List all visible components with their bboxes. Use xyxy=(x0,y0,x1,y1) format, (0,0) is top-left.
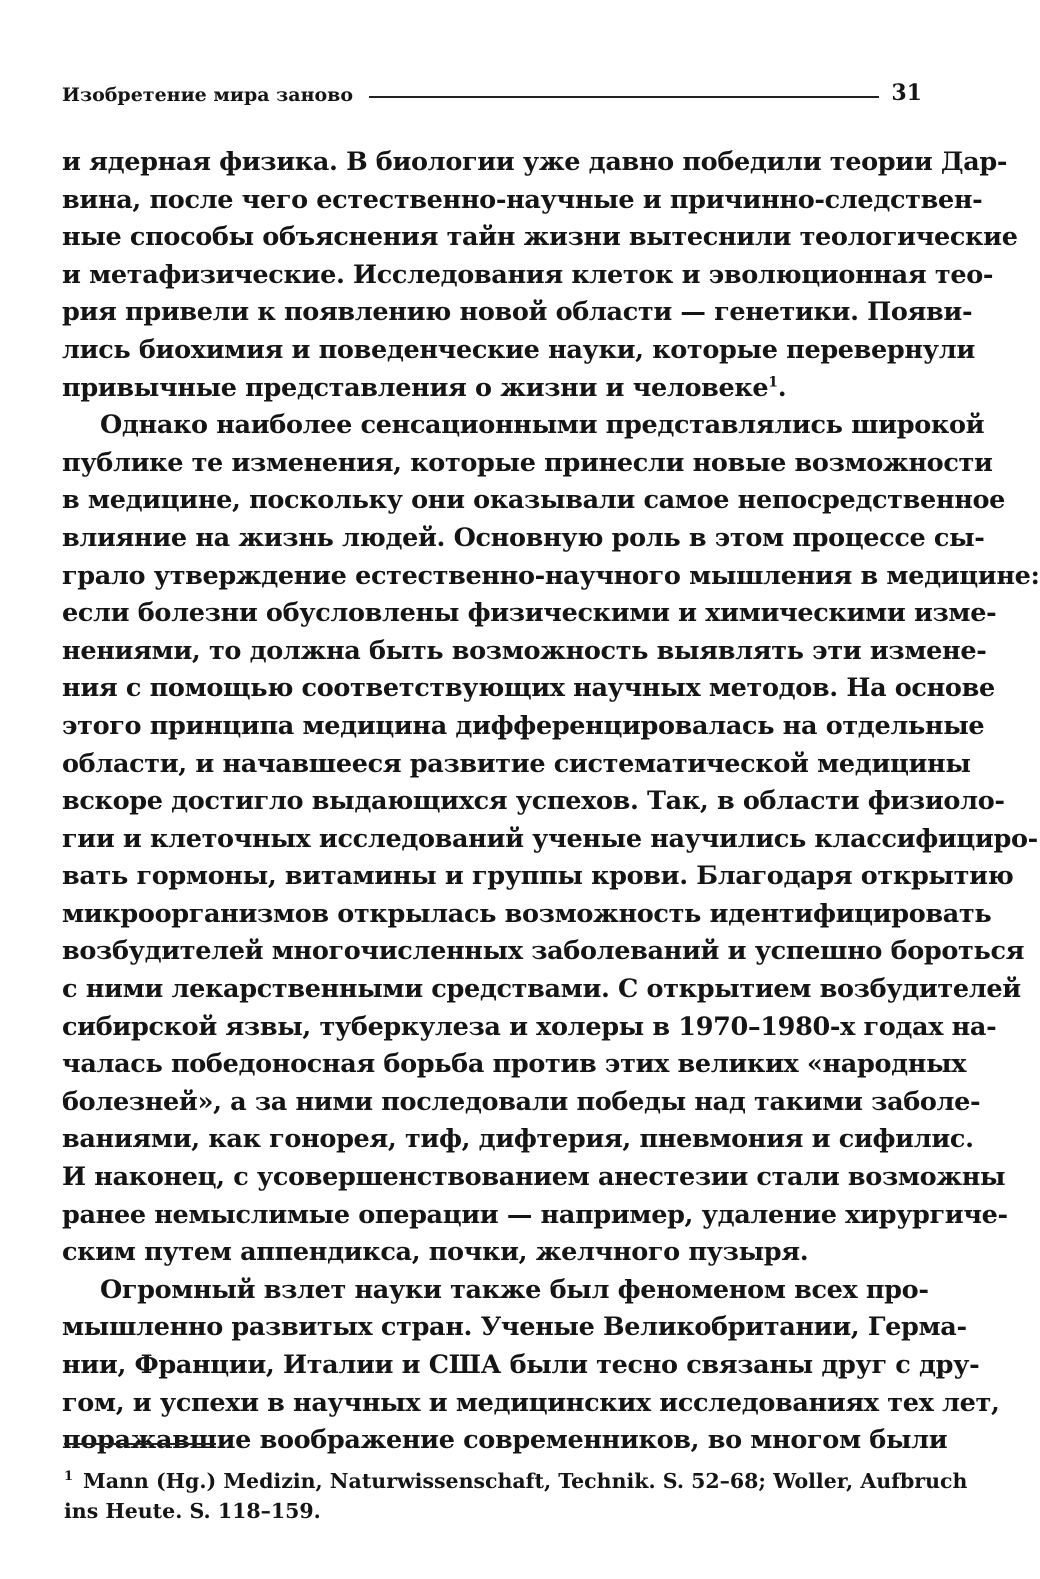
page-number: 31 xyxy=(891,80,922,106)
text-line: болезней», а за ними последовали победы над такими заболе- xyxy=(62,1086,981,1117)
footnote-text: Mann (Hg.) Medizin, Naturwissenschaft, Technik. S. 52–68; Woller, Aufbruch xyxy=(83,1468,968,1493)
text-line: гии и клеточных исследований ученые научились классифициро- xyxy=(62,823,1038,854)
paragraph-2 xyxy=(62,407,1040,1272)
text-line: мышленно развитых стран. Ученые Великобритании, Герма- xyxy=(62,1312,967,1343)
text-line: ния с помощью соответствующих научных методов. На основе xyxy=(62,673,995,704)
text-line: возбудителей многочисленных заболеваний и успешно бороться xyxy=(62,936,1025,967)
text-line: вина, после чего естественно-научные и причинно-следствен- xyxy=(62,184,983,215)
text-line: Огромный взлет науки также был феноменом всех про- xyxy=(100,1274,929,1305)
text-line: привычные представления о жизни и человеке xyxy=(62,372,769,403)
footnote-reference[interactable]: 1 xyxy=(768,374,778,391)
body-text xyxy=(62,144,1040,1460)
text-line: гом, и успехи в научных и медицинских исследованиях тех лет, xyxy=(62,1387,1000,1418)
header-rule xyxy=(369,96,879,98)
text-line: если болезни обусловлены физическими и химическими изме- xyxy=(62,598,997,629)
text-line: нии, Франции, Италии и США были тесно связаны друг с дру- xyxy=(62,1350,980,1380)
text-line: влияние на жизнь людей. Основную роль в этом процессе сы- xyxy=(62,522,985,553)
text-line: вать гормоны, витамины и группы крови. Благодаря открытию xyxy=(62,861,1014,892)
footnote xyxy=(64,1462,968,1526)
text-line: с ними лекарственными средствами. С открытием возбудителей xyxy=(62,974,1021,1005)
text-line: чалась победоносная борьба против этих великих «народных xyxy=(62,1049,967,1080)
running-header-title: Изобретение мира заново xyxy=(62,84,354,106)
text-line: ским путем аппендикса, почки, желчного пузыря. xyxy=(62,1237,809,1268)
text-line: И наконец, с усовершенствованием анестезии стали возможны xyxy=(62,1162,1006,1193)
paragraph-1 xyxy=(62,144,1018,407)
paragraph-3 xyxy=(62,1272,1000,1460)
text-line: сибирской язвы, туберкулеза и холеры в 1970–1980-х годах на- xyxy=(62,1011,997,1042)
text-line: и ядерная физика. В биологии уже давно победили теории Дар- xyxy=(62,147,1008,177)
footnote-separator xyxy=(64,1443,216,1445)
footnote-line xyxy=(64,1462,968,1496)
running-header xyxy=(62,72,922,108)
text-line-with-footnote xyxy=(62,370,902,408)
text-line: вскоре достигло выдающихся успехов. Так, в области физиоло- xyxy=(62,786,1005,817)
text-line: рия привели к появлению новой области — генетики. Появи- xyxy=(62,297,973,328)
text-line: публике те изменения, которые принесли новые возможности xyxy=(62,447,993,478)
text-line: поражавшие воображение современников, во многом были xyxy=(62,1425,948,1456)
line-end-punctuation: . xyxy=(777,372,787,403)
text-line: нениями, то должна быть возможность выявлять эти измене- xyxy=(62,635,987,666)
text-line: области, и начавшееся развитие систематической медицины xyxy=(62,748,971,779)
text-line: микроорганизмов открылась возможность идентифицировать xyxy=(62,898,992,929)
text-line: в медицине, поскольку они оказывали самое непосредственное xyxy=(62,485,1006,516)
text-line: и метафизические. Исследования клеток и эволюционная тео- xyxy=(62,259,994,290)
text-line: Однако наиболее сенсационными представлялись широкой xyxy=(100,410,985,441)
text-line: ные способы объяснения тайн жизни вытеснили теологические xyxy=(62,222,1018,253)
text-line: этого принципа медицина дифференцировалась на отдельные xyxy=(62,710,985,741)
footnote-marker: 1 xyxy=(64,1469,74,1484)
text-line: ваниями, как гонорея, тиф, дифтерия, пневмония и сифилис. xyxy=(62,1124,974,1155)
text-line: лись биохимия и поведенческие науки, которые перевернули xyxy=(62,334,975,365)
footnote-line: ins Heute. S. 118–159. xyxy=(64,1498,321,1523)
text-line: грало утверждение естественно-научного мышления в медицине: xyxy=(62,560,1040,591)
text-line: ранее немыслимые операции — например, удаление хирургиче- xyxy=(62,1199,1008,1230)
